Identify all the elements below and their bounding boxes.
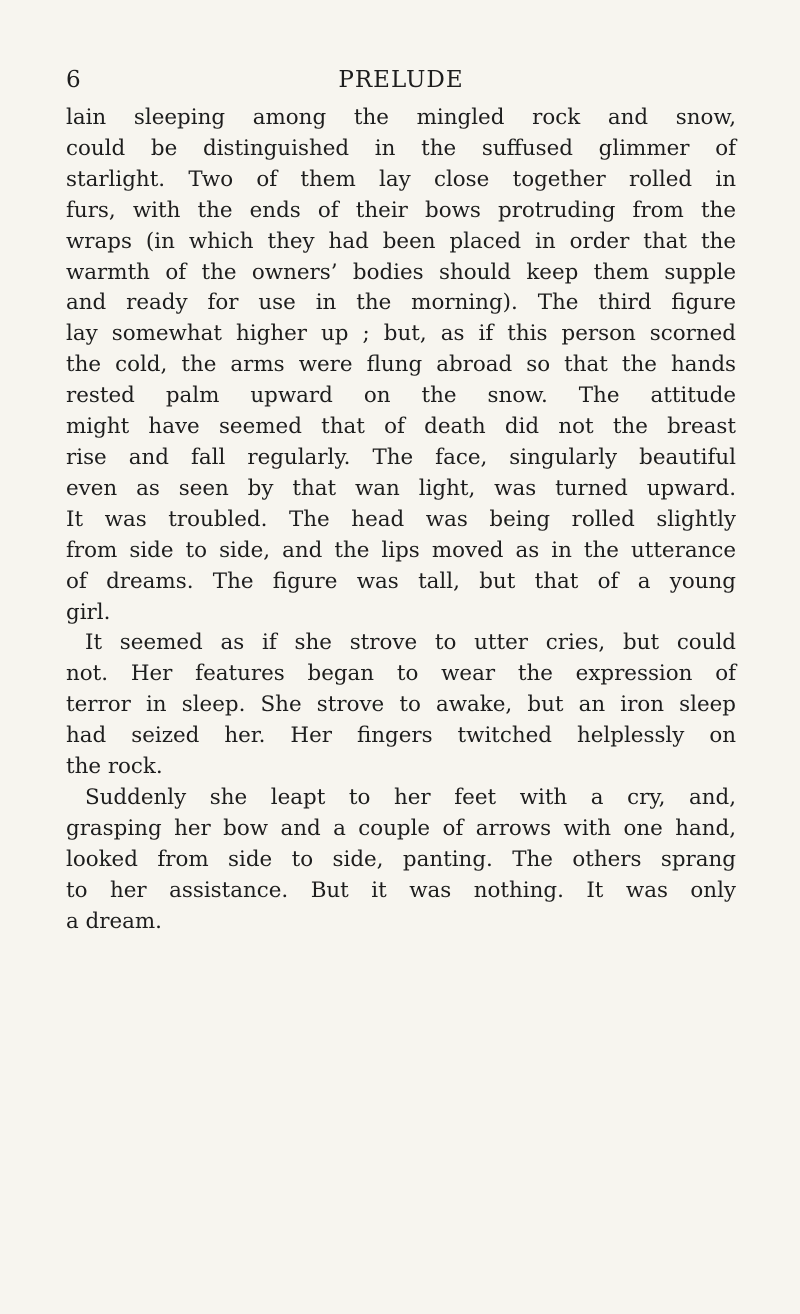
paragraph (66, 103, 736, 628)
text-line: It was troubled. The head was being rolled slightly (66, 506, 736, 532)
text-line: rested palm upward on the snow. The attitude (66, 383, 736, 409)
text-line: a dream. (66, 908, 162, 934)
text-line: wraps (in which they had been placed in order that the (66, 228, 736, 254)
text-line: to her assistance. But it was nothing. It was only (66, 877, 736, 903)
text-line: Suddenly she leapt to her feet with a cry, and, (85, 784, 736, 810)
text-line: looked from side to side, panting. The others sprang (66, 846, 736, 872)
text-line: warmth of the owners’ bodies should keep them supple (66, 259, 736, 285)
text-line: furs, with the ends of their bows protruding from the (66, 197, 736, 223)
text-line: grasping her bow and a couple of arrows with one hand, (66, 815, 736, 841)
text-line: starlight. Two of them lay close together rolled in (66, 166, 736, 192)
text-line: not. Her features began to wear the expression of (66, 661, 736, 687)
page-number: 6 (66, 67, 81, 93)
text-line: the rock. (66, 754, 163, 780)
body-text (66, 103, 736, 937)
text-line: of dreams. The figure was tall, but that of a young (66, 568, 736, 594)
paragraph (66, 783, 736, 938)
text-line: might have seemed that of death did not the breast (66, 414, 736, 440)
book-page (66, 60, 736, 937)
text-line: could be distinguished in the suffused glimmer of (66, 135, 736, 161)
text-line: from side to side, and the lips moved as in the utterance (66, 537, 736, 563)
text-line: rise and fall regularly. The face, singularly beautiful (66, 444, 736, 470)
text-line: lay somewhat higher up ; but, as if this person scorned (66, 321, 736, 347)
running-head (66, 60, 736, 100)
text-line: even as seen by that wan light, was turned upward. (66, 475, 736, 501)
paragraph (66, 628, 736, 783)
text-line: It seemed as if she strove to utter cries, but could (85, 630, 736, 656)
text-line: terror in sleep. She strove to awake, but an iron sleep (66, 692, 736, 718)
text-line: lain sleeping among the mingled rock and snow, (66, 105, 736, 130)
text-line: girl. (66, 599, 111, 625)
text-line: had seized her. Her fingers twitched helplessly on (66, 723, 736, 749)
text-line: and ready for use in the morning). The third figure (66, 290, 736, 316)
running-title: PRELUDE (338, 67, 464, 93)
text-line: the cold, the arms were flung abroad so that the hands (66, 352, 736, 378)
